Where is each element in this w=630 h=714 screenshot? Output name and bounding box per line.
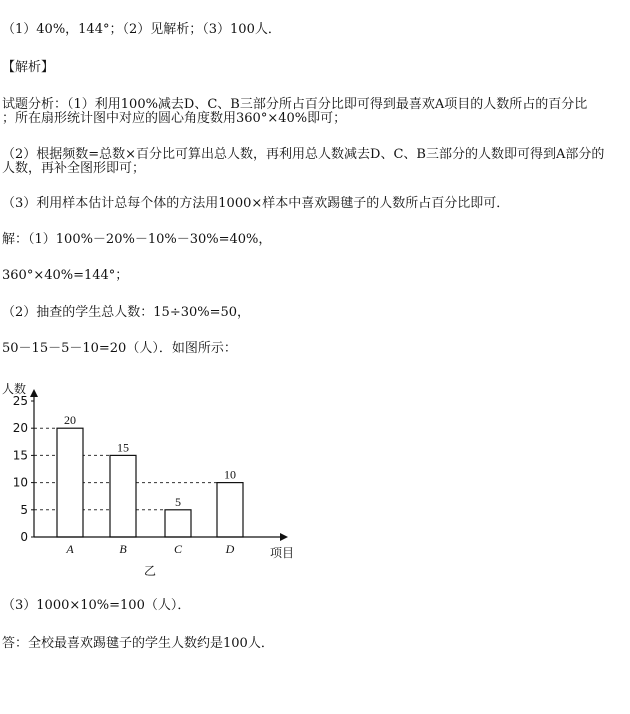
bar-A	[57, 428, 83, 537]
y-tick-label-15: 15	[12, 448, 28, 463]
analysis-line-3: （2）根据频数=总数×百分比可算出总人数，再利用总人数减去D、C、B三部分的人数即可得到A部分的	[2, 147, 605, 162]
y-tick-label-10: 10	[12, 475, 28, 490]
data-label-A: 20	[64, 413, 76, 428]
bar-chart-svg	[0, 374, 320, 584]
solution-line-5: （3）1000×10%=100（人）．	[2, 598, 191, 613]
analysis-line-1: 试题分析：（1）利用100%减去D、C、B三部分所占百分比即可得到最喜欢A项目的人数所占的百分比	[2, 97, 588, 112]
solution-line-1: 解：（1）100%－20%－10%－30%=40%，	[2, 232, 272, 247]
solution-line-4: 50－15－5－10=20（人）．如图所示：	[2, 341, 237, 356]
analysis-line-2: ；所在扇形统计图中对应的圆心角度数用360°×40%即可；	[2, 111, 347, 126]
data-label-D: 10	[224, 467, 236, 482]
x-tick-label-B: B	[119, 542, 127, 556]
bar-D	[217, 483, 243, 537]
chart-caption: 乙	[143, 564, 157, 578]
analysis-line-5: （3）利用样本估计总每个体的方法用1000×样本中喜欢踢毽子的人数所占百分比即可．	[2, 196, 510, 211]
y-tick-label-25: 25	[12, 394, 28, 408]
solution-line-3: （2）抽查的学生总人数：15÷30%=50，	[2, 305, 251, 320]
x-tick-label-A: A	[66, 542, 74, 556]
bar-B	[110, 455, 136, 537]
x-tick-label-C: C	[173, 542, 183, 556]
x-axis-arrow	[280, 533, 288, 541]
bar-C	[165, 510, 191, 537]
y-tick-label-20: 20	[12, 421, 28, 436]
bar-chart	[0, 374, 320, 584]
y-tick-label-5: 5	[20, 502, 28, 517]
analysis-heading: 【解析】	[2, 60, 55, 75]
y-axis-arrow	[30, 389, 38, 397]
solution-line-6: 答：全校最喜欢踢毽子的学生人数约是100人．	[2, 636, 274, 651]
x-axis-title: 项目	[270, 546, 295, 560]
y-tick-label-0: 0	[20, 530, 28, 544]
data-label-B: 15	[117, 440, 129, 455]
y-axis-title: 人数	[2, 382, 27, 396]
answer-line: （1）40%，144°；（2）见解析；（3）100人．	[2, 22, 281, 37]
data-label-C: 5	[175, 494, 181, 509]
x-tick-label-D: D	[225, 542, 235, 556]
analysis-line-4: 人数，再补全图形即可；	[2, 161, 146, 176]
solution-line-2: 360°×40%=144°；	[2, 268, 129, 283]
